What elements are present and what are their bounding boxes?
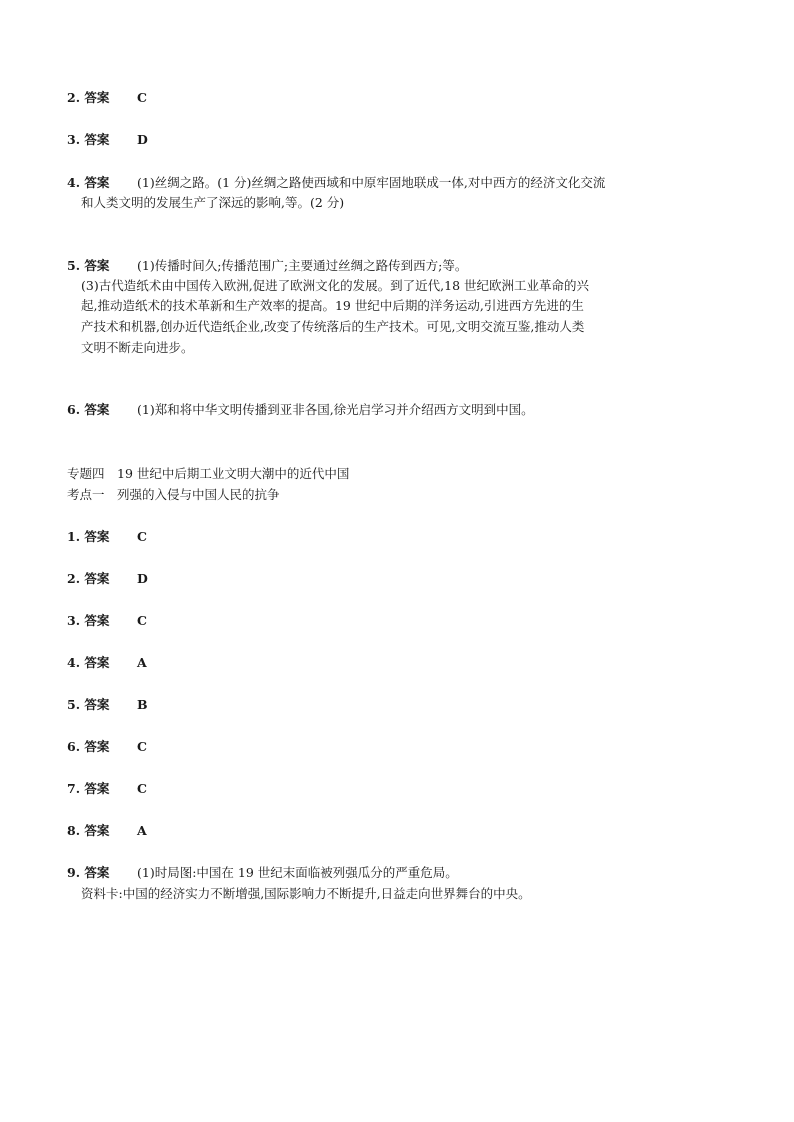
answer-row — [67, 569, 148, 589]
answer-row — [67, 779, 147, 799]
question-label: 4. 答案 — [67, 655, 110, 670]
question-label: 8. 答案 — [67, 823, 110, 838]
answer-row — [67, 173, 605, 193]
question-label: 4. 答案 — [67, 175, 110, 190]
topic-title: 专题四 19 世纪中后期工业文明大潮中的近代中国 — [67, 466, 350, 481]
question-label: 1. 答案 — [67, 529, 110, 544]
answer-row — [67, 527, 147, 547]
answer-value: C — [137, 781, 147, 796]
answer-row — [67, 695, 148, 715]
answer-row — [67, 88, 147, 108]
question-label: 3. 答案 — [67, 613, 110, 628]
answer-row — [67, 611, 147, 631]
answer-value: A — [137, 823, 147, 838]
answer-value: D — [137, 132, 148, 147]
answer-row — [67, 863, 458, 883]
question-label: 2. 答案 — [67, 90, 110, 105]
question-label: 7. 答案 — [67, 781, 110, 796]
answer-row — [67, 737, 147, 757]
answer-text: (1)郑和将中华文明传播到亚非各国,徐光启学习并介绍西方文明到中国。 — [137, 402, 534, 417]
question-label: 9. 答案 — [67, 865, 110, 880]
answer-text-line: (3)古代造纸术由中国传入欧洲,促进了欧洲文化的发展。到了近代,18 世纪欧洲工业革命的兴 — [81, 278, 590, 293]
answer-value: C — [137, 529, 147, 544]
topic-subtitle: 考点一 列强的入侵与中国人民的抗争 — [67, 487, 280, 502]
answer-value: B — [137, 697, 148, 712]
answer-row — [67, 256, 467, 276]
answer-value: C — [137, 90, 147, 105]
answer-value: D — [137, 571, 148, 586]
answer-text: (1)丝绸之路。(1 分)丝绸之路使西域和中原牢固地联成一体,对中西方的经济文化交流 — [137, 175, 606, 190]
question-label: 5. 答案 — [67, 697, 110, 712]
question-label: 6. 答案 — [67, 402, 110, 417]
answer-row — [67, 821, 147, 841]
answer-row — [67, 653, 147, 673]
answer-text-line: 产技术和机器,创办近代造纸企业,改变了传统落后的生产技术。可见,文明交流互鉴,推动人类 — [81, 319, 585, 334]
answer-text-line: 起,推动造纸术的技术革新和生产效率的提高。19 世纪中后期的洋务运动,引进西方先进的生 — [81, 298, 584, 313]
question-label: 6. 答案 — [67, 739, 110, 754]
answer-text-line: 和人类文明的发展生产了深远的影响,等。(2 分) — [81, 195, 345, 210]
answer-value: C — [137, 613, 147, 628]
answer-text-line: 文明不断走向进步。 — [81, 340, 194, 355]
answer-value: C — [137, 739, 147, 754]
question-label: 2. 答案 — [67, 571, 110, 586]
answer-row — [67, 130, 148, 150]
answer-text: (1)时局图:中国在 19 世纪末面临被列强瓜分的严重危局。 — [137, 865, 458, 880]
answer-value: A — [137, 655, 147, 670]
question-label: 3. 答案 — [67, 132, 110, 147]
answer-row — [67, 400, 534, 420]
question-label: 5. 答案 — [67, 258, 110, 273]
answer-text-line: 资料卡:中国的经济实力不断增强,国际影响力不断提升,日益走向世界舞台的中央。 — [81, 886, 531, 901]
answer-text: (1)传播时间久;传播范围广;主要通过丝绸之路传到西方;等。 — [137, 258, 468, 273]
